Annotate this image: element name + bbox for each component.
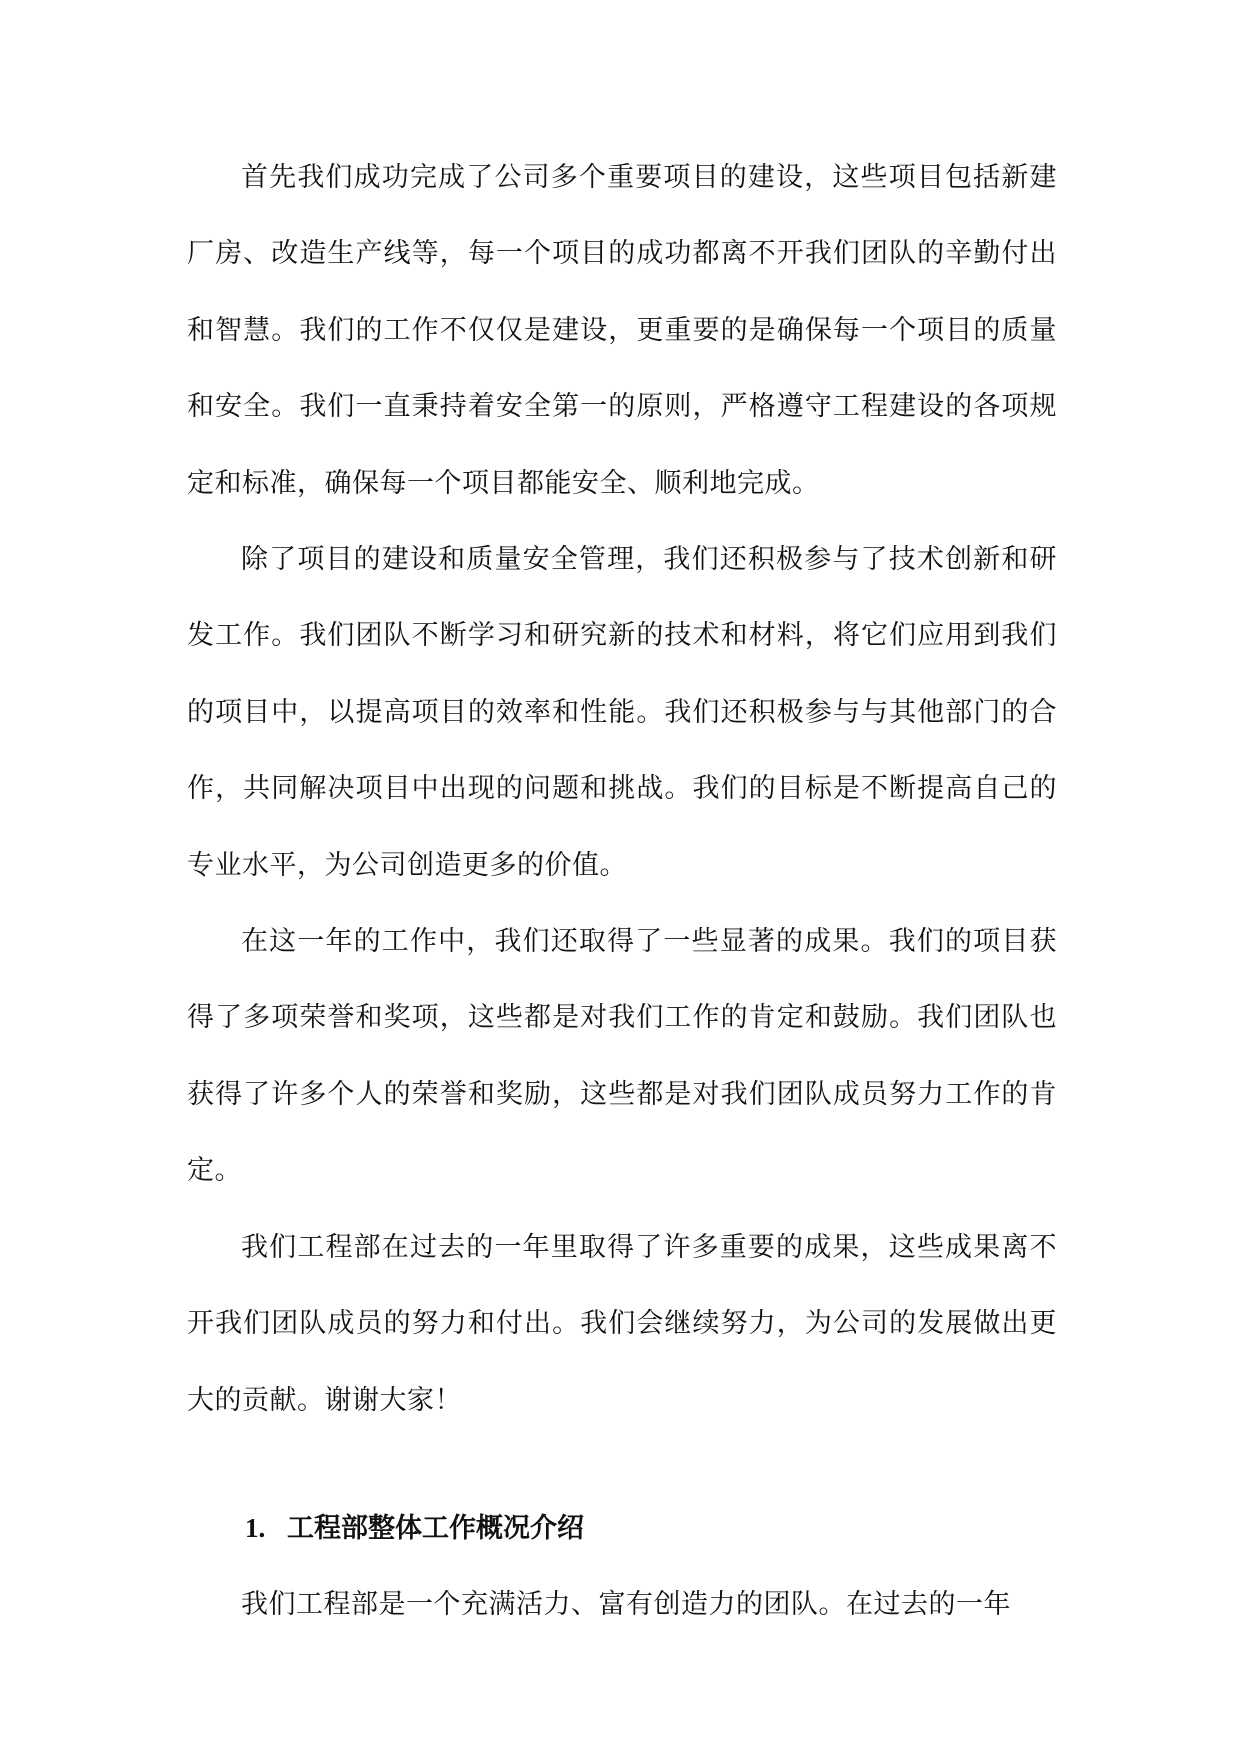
section-paragraph: 我们工程部是一个充满活力、富有创造力的团队。在过去的一年	[241, 1589, 1011, 1621]
document-body	[187, 140, 1057, 1644]
section-number: 1.	[245, 1512, 266, 1543]
body-paragraph: 我们工程部在过去的一年里取得了许多重要的成果，这些成果离不开我们团队成员的努力和付出。我们会继续努力，为公司的发展做出更大的贡献。谢谢大家！	[187, 1231, 1057, 1416]
body-paragraph: 除了项目的建设和质量安全管理，我们还积极参与了技术创新和研发工作。我们团队不断学习和研究新的技术和材料，将它们应用到我们的项目中，以提高项目的效率和性能。我们还积极参与与其他部门的合作，共同解决项目中出现的问题和挑战。我们的目标是不断提高自己的专业水平，为公司创造更多的价值。	[187, 544, 1057, 881]
section-title: 工程部整体工作概况介绍	[287, 1512, 584, 1544]
body-paragraph: 首先我们成功完成了公司多个重要项目的建设，这些项目包括新建厂房、改造生产线等，每一个项目的成功都离不开我们团队的辛勤付出和智慧。我们的工作不仅仅是建设，更重要的是确保每一个项目的质量和安全。我们一直秉持着安全第一的原则，严格遵守工程建设的各项规定和标准，确保每一个项目都能安全、顺利地完成。	[187, 162, 1057, 499]
section-heading	[187, 1490, 1057, 1567]
body-paragraph: 在这一年的工作中，我们还取得了一些显著的成果。我们的项目获得了多项荣誉和奖项，这些都是对我们工作的肯定和鼓励。我们团队也获得了许多个人的荣誉和奖励，这些都是对我们团队成员努力工作的肯定。	[187, 926, 1057, 1187]
